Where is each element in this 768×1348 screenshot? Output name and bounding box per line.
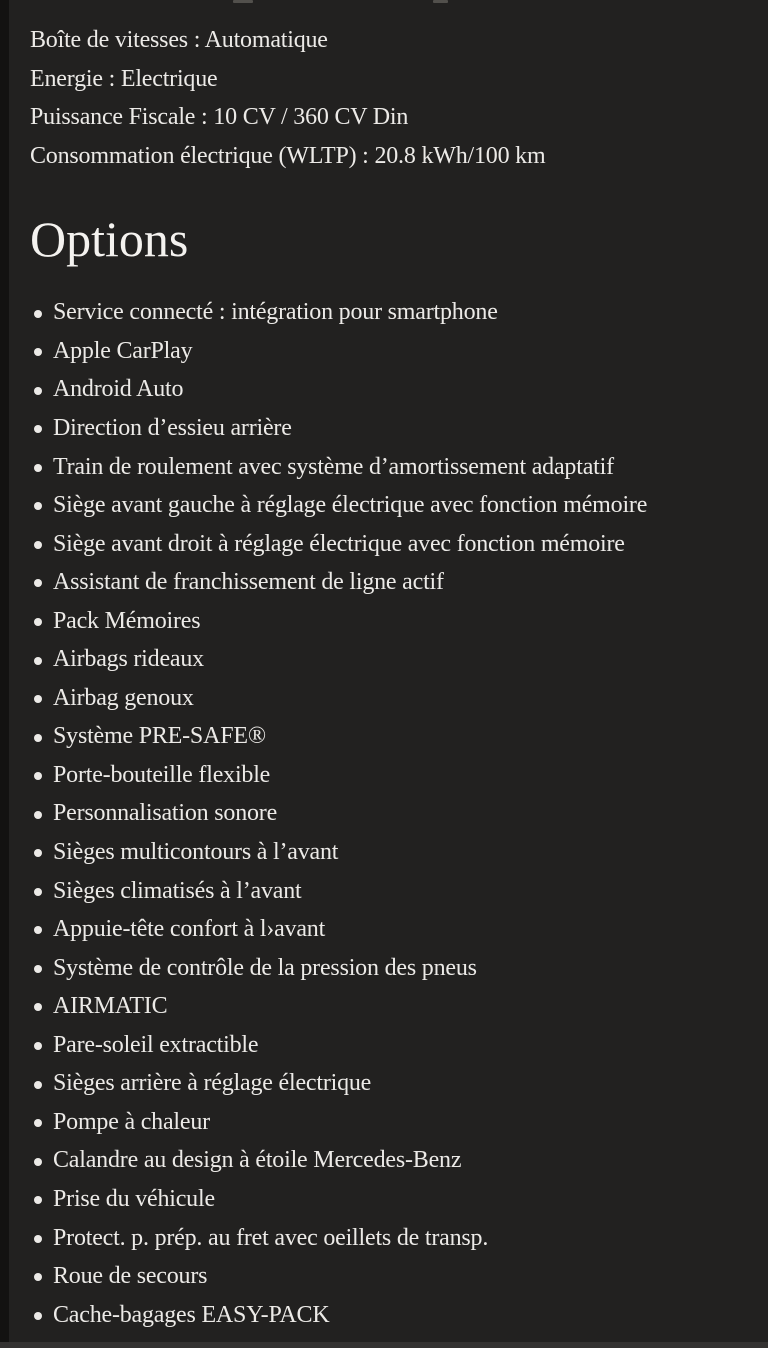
option-item [30,679,740,718]
spec-consumption: Consommation électrique (WLTP) : 20.8 kWh/100 km [30,142,546,169]
option-item-label: Protect. p. prép. au fret avec oeillets de transp. [53,1224,489,1251]
bullet-icon [34,926,42,934]
spec-fiscal-power: Puissance Fiscale : 10 CV / 360 CV Din [30,104,409,131]
option-item-label: Système de contrôle de la pression des pneus [53,954,477,981]
option-item-label: Pompe à chaleur [53,1108,210,1135]
option-item [30,293,740,332]
option-item-label: Direction d’essieu arrière [53,415,292,442]
bullet-icon [34,579,42,587]
bullet-icon [34,618,42,626]
option-item-label: Siège avant droit à réglage électrique avec fonction mémoire [53,530,625,557]
option-item-label: Service connecté : intégration pour smartphone [53,299,498,326]
option-item-label: Calandre au design à étoile Mercedes-Benz [53,1147,462,1174]
bullet-icon [34,387,42,395]
bullet-icon [34,425,42,433]
option-item-label: Cache-bagages EASY-PACK [53,1301,330,1328]
option-item [30,563,740,602]
option-item-label: Android Auto [53,376,184,403]
option-item [30,1296,740,1335]
bullet-icon [34,849,42,857]
bullet-icon [34,811,42,819]
option-item-label: Sièges multicontours à l’avant [53,839,339,866]
option-item [30,833,740,872]
option-item [30,987,740,1026]
option-item-label: Apple CarPlay [53,337,193,364]
spec-energy: Energie : Electrique [30,65,218,92]
bullet-icon [34,1081,42,1089]
option-item-label: Personnalisation sonore [53,800,278,827]
option-item [30,602,740,641]
bullet-icon [34,1003,42,1011]
option-item [30,448,740,487]
option-item [30,409,740,448]
bullet-icon [34,1235,42,1243]
option-item [30,910,740,949]
bullet-icon [34,965,42,973]
option-item [30,949,740,988]
option-item [30,872,740,911]
bullet-icon [34,1158,42,1166]
option-item-label: Sièges arrière à réglage électrique [53,1070,372,1097]
option-item-label: Train de roulement avec système d’amortissement adaptatif [53,453,614,480]
bullet-icon [34,310,42,318]
option-item [30,525,740,564]
option-item [30,486,740,525]
bullet-icon [34,657,42,665]
bullet-icon [34,1119,42,1127]
option-item-label: Prise du véhicule [53,1185,215,1212]
option-item-label: Siège avant gauche à réglage électrique avec fonction mémoire [53,492,648,519]
option-item [30,1141,740,1180]
spec-list [30,21,740,175]
bullet-icon [34,1042,42,1050]
bullet-icon [34,888,42,896]
option-item-label: Sièges climatisés à l’avant [53,877,302,904]
option-item-label: AIRMATIC [53,993,168,1020]
option-item-label: Pare-soleil extractible [53,1031,259,1058]
option-item [30,1219,740,1258]
option-item [30,370,740,409]
bullet-icon [34,541,42,549]
option-item [30,717,740,756]
option-item-label: Pack Mémoires [53,607,201,634]
option-item-label: Airbags rideaux [53,646,204,673]
option-item-label: Système PRE-SAFE® [53,723,266,750]
bullet-icon [34,1196,42,1204]
spec-gearbox: Boîte de vitesses : Automatique [30,27,328,53]
bullet-icon [34,772,42,780]
option-item [30,640,740,679]
bottom-edge-strip [0,1342,768,1348]
option-item [30,1064,740,1103]
option-item-label: Assistant de franchissement de ligne actif [53,569,444,596]
options-heading: Options [30,211,189,268]
option-item-label: Roue de secours [53,1263,208,1290]
option-item [30,1180,740,1219]
option-item-label: Airbag genoux [53,684,194,711]
option-item [30,794,740,833]
bullet-icon [34,502,42,510]
option-item-label: Appuie-tête confort à l›avant [53,916,326,943]
option-item [30,1103,740,1142]
bullet-icon [34,1312,42,1320]
options-list [30,293,740,1334]
bullet-icon [34,734,42,742]
option-item [30,332,740,371]
option-item [30,756,740,795]
bullet-icon [34,348,42,356]
option-item [30,1026,740,1065]
option-item-label: Porte-bouteille flexible [53,761,271,788]
bullet-icon [34,1273,42,1281]
bullet-icon [34,695,42,703]
bullet-icon [34,464,42,472]
option-item [30,1257,740,1296]
